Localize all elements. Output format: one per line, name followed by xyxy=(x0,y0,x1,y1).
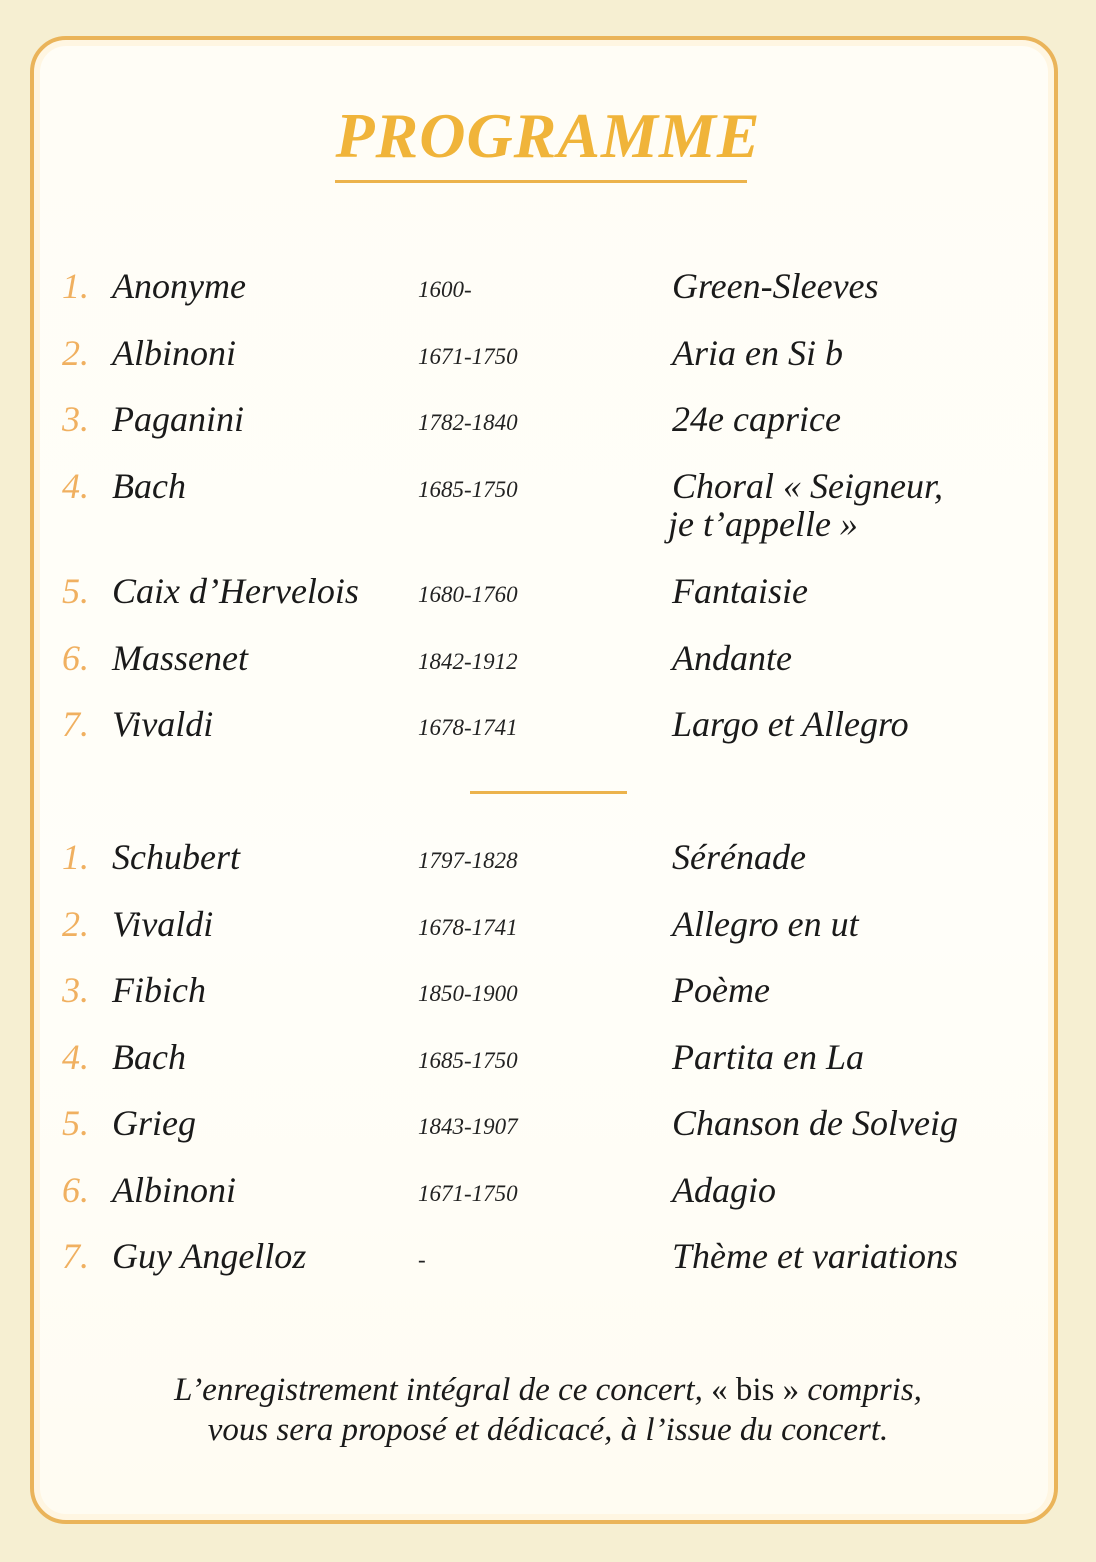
programme-row xyxy=(0,1170,1096,1210)
title-underline xyxy=(335,180,747,183)
recording-note-text: compris, xyxy=(799,1372,922,1408)
composer-dates: 1680-1760 xyxy=(418,582,518,607)
programme-row xyxy=(0,1236,1096,1276)
composer-name: Paganini xyxy=(112,399,244,439)
work-title: Andante xyxy=(672,638,792,678)
programme-row xyxy=(0,638,1096,678)
composer-name: Anonyme xyxy=(112,266,246,306)
programme-row xyxy=(0,333,1096,373)
composer-name: Vivaldi xyxy=(112,904,214,944)
item-number: 2. xyxy=(62,333,89,373)
programme-row xyxy=(0,571,1096,611)
composer-dates: 1678-1741 xyxy=(418,915,518,940)
item-number: 4. xyxy=(62,1037,89,1077)
page-title: PROGRAMME xyxy=(335,100,761,171)
work-title: Adagio xyxy=(672,1170,776,1210)
composer-dates: 1842-1912 xyxy=(418,649,518,674)
work-title: Thème et variations xyxy=(672,1236,958,1276)
programme-row xyxy=(0,904,1096,944)
item-number: 2. xyxy=(62,904,89,944)
item-number: 1. xyxy=(62,266,89,306)
item-number: 3. xyxy=(62,970,89,1010)
composer-dates: 1671-1750 xyxy=(418,344,518,369)
programme-row xyxy=(0,970,1096,1010)
item-number: 1. xyxy=(62,837,89,877)
composer-dates: 1797-1828 xyxy=(418,848,518,873)
programme-row xyxy=(0,266,1096,306)
section-divider xyxy=(470,791,627,794)
composer-name: Schubert xyxy=(112,837,240,877)
programme-row xyxy=(0,704,1096,744)
composer-dates: 1685-1750 xyxy=(418,1048,518,1073)
composer-dates: 1850-1900 xyxy=(418,981,518,1006)
programme-card xyxy=(30,36,1058,1524)
composer-name: Massenet xyxy=(112,638,248,678)
work-title: Partita en La xyxy=(672,1037,865,1077)
composer-dates: 1685-1750 xyxy=(418,477,518,502)
recording-note-text: L’enregistrement intégral de ce concert, xyxy=(174,1372,712,1408)
title-container xyxy=(0,100,1096,171)
work-title: Fantaisie xyxy=(672,571,808,611)
composer-dates: 1600- xyxy=(418,277,472,302)
composer-name: Guy Angelloz xyxy=(112,1236,307,1276)
item-number: 4. xyxy=(62,466,89,506)
item-number: 6. xyxy=(62,638,89,678)
item-number: 7. xyxy=(62,1236,89,1276)
item-number: 5. xyxy=(62,571,89,611)
composer-name: Fibich xyxy=(112,970,206,1010)
work-title: Sérénade xyxy=(672,837,806,877)
programme-row xyxy=(0,399,1096,439)
work-title: Chanson de Solveig xyxy=(672,1103,958,1143)
work-title: Aria en Si b xyxy=(672,333,843,373)
composer-dates: - xyxy=(418,1247,426,1272)
bis-text: « bis » xyxy=(711,1372,800,1408)
work-title: Largo et Allegro xyxy=(672,704,909,744)
item-number: 5. xyxy=(62,1103,89,1143)
composer-name: Bach xyxy=(112,466,186,506)
composer-name: Albinoni xyxy=(112,1170,236,1210)
composer-name: Vivaldi xyxy=(112,704,214,744)
work-title: 24e caprice xyxy=(672,399,841,439)
composer-name: Caix d’Hervelois xyxy=(112,571,359,611)
work-title: Choral « Seigneur, xyxy=(672,466,944,506)
composer-dates: 1782-1840 xyxy=(418,410,518,435)
programme-row xyxy=(0,1037,1096,1077)
programme-row xyxy=(0,1103,1096,1143)
item-number: 3. xyxy=(62,399,89,439)
composer-name: Albinoni xyxy=(112,333,236,373)
recording-note-line-2: vous sera proposé et dédicacé, à l’issue du concert. xyxy=(207,1412,889,1448)
composer-name: Grieg xyxy=(112,1103,196,1143)
recording-note xyxy=(0,1370,1096,1450)
work-title: Allegro en ut xyxy=(672,904,859,944)
composer-dates: 1671-1750 xyxy=(418,1181,518,1206)
recording-note-line-1 xyxy=(0,1370,1096,1410)
work-title-continued: je t’appelle » xyxy=(668,504,858,544)
programme-row xyxy=(0,466,1096,544)
item-number: 6. xyxy=(62,1170,89,1210)
composer-dates: 1843-1907 xyxy=(418,1114,518,1139)
composer-name: Bach xyxy=(112,1037,186,1077)
work-title: Green-Sleeves xyxy=(672,266,879,306)
item-number: 7. xyxy=(62,704,89,744)
composer-dates: 1678-1741 xyxy=(418,715,518,740)
work-title: Poème xyxy=(672,970,770,1010)
programme-row xyxy=(0,837,1096,877)
